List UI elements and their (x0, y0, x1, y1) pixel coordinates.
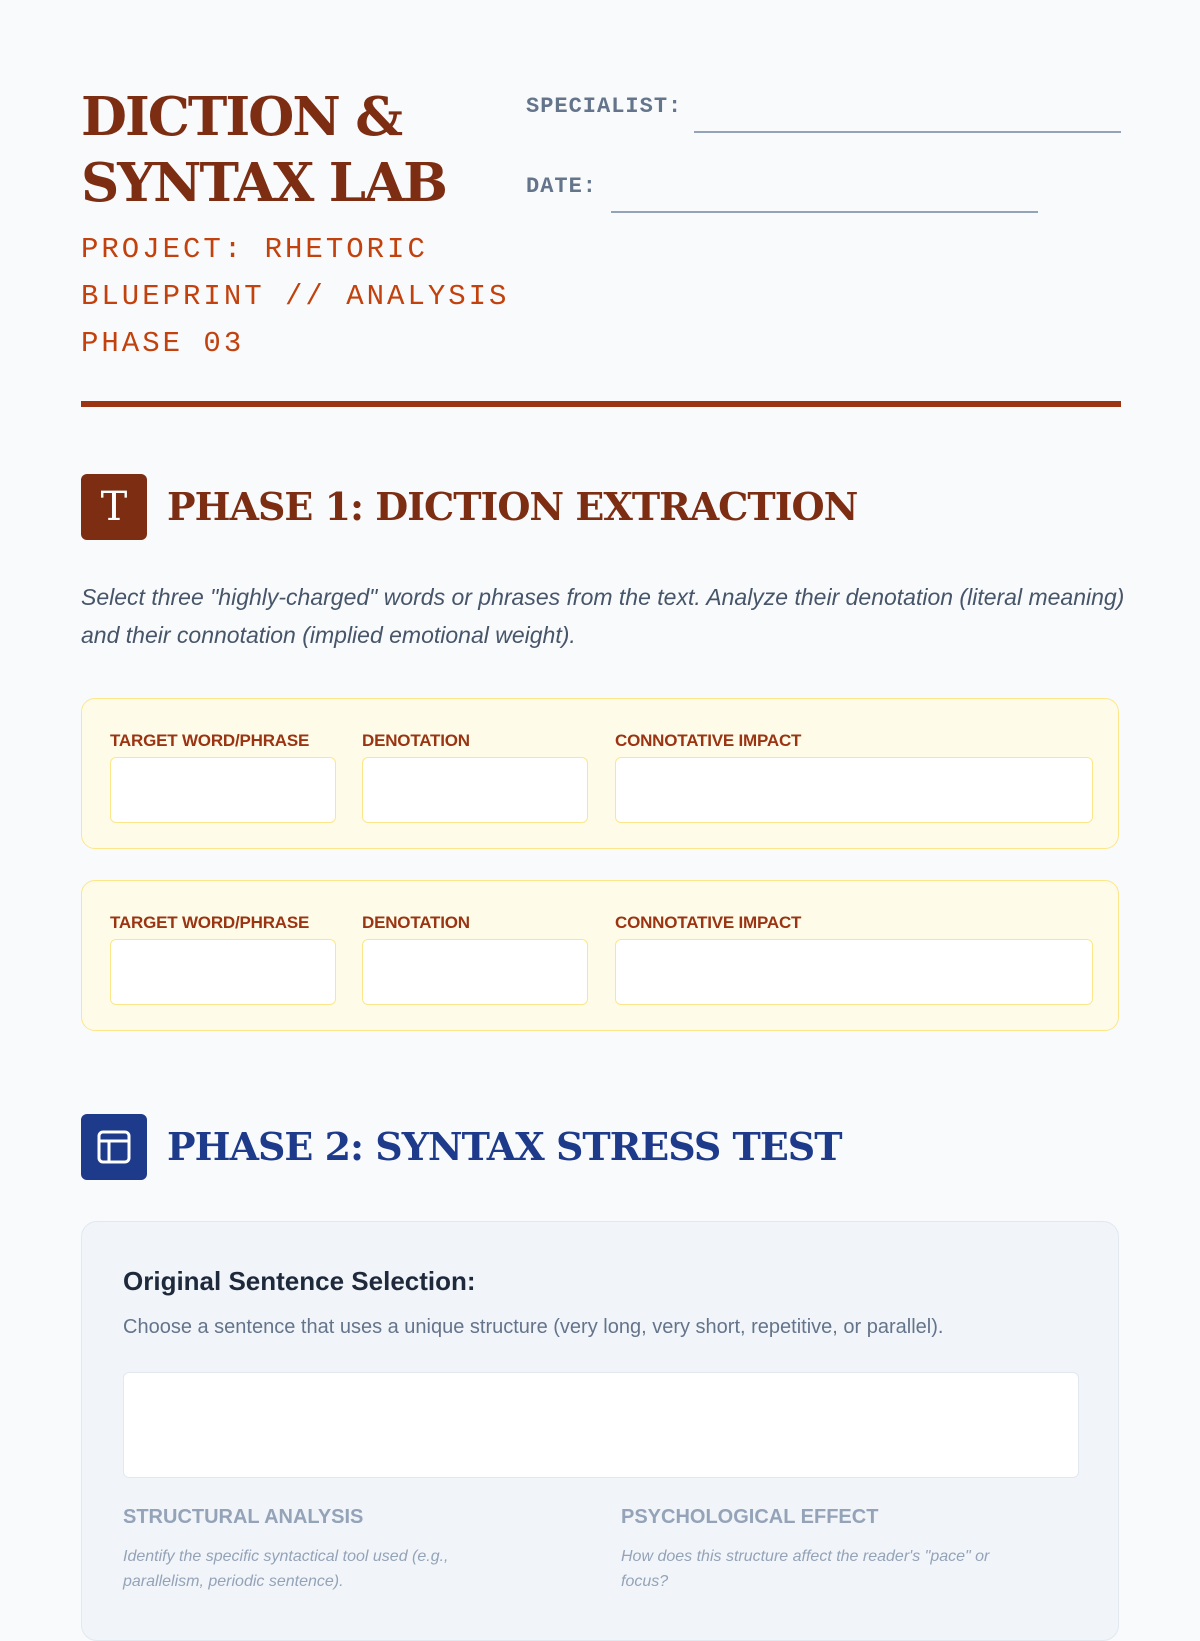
syntax-panel (81, 1221, 1119, 1641)
target-word-input[interactable] (110, 939, 336, 1005)
psychological-effect-label: PSYCHOLOGICAL EFFECT (621, 1506, 879, 1528)
phase2-title: PHASE 2: SYNTAX STRESS TEST (167, 1124, 842, 1169)
specialist-field[interactable] (694, 131, 1121, 133)
connotative-impact-input[interactable] (615, 939, 1093, 1005)
target-word-label: TARGET WORD/PHRASE (110, 913, 310, 932)
date-label: DATE: (526, 174, 598, 199)
original-sentence-instructions: Choose a sentence that uses a unique structure (very long, very short, repetitive, or parallel). (123, 1316, 944, 1338)
connotative-impact-input[interactable] (615, 757, 1093, 823)
original-sentence-input[interactable] (123, 1372, 1079, 1478)
denotation-label: DENOTATION (362, 731, 470, 750)
text-icon: T (81, 474, 147, 540)
target-word-label: TARGET WORD/PHRASE (110, 731, 310, 750)
denotation-input[interactable] (362, 939, 588, 1005)
page-title: DICTION & SYNTAX LAB (81, 86, 446, 214)
header-divider (81, 401, 1121, 407)
diction-card (81, 698, 1119, 849)
layout-icon (81, 1114, 147, 1180)
denotation-input[interactable] (362, 757, 588, 823)
project-subtitle: PROJECT: RHETORIC BLUEPRINT // ANALYSIS PHASE 03 (81, 233, 510, 360)
target-word-input[interactable] (110, 757, 336, 823)
structural-analysis-label: STRUCTURAL ANALYSIS (123, 1506, 364, 1528)
layout-glyph (96, 1129, 132, 1165)
psychological-effect-hint: How does this structure affect the reader's "pace" or focus? (621, 1548, 990, 1590)
connotative-impact-label: CONNOTATIVE IMPACT (615, 913, 802, 932)
date-field[interactable] (611, 211, 1038, 213)
diction-card (81, 880, 1119, 1031)
connotative-impact-label: CONNOTATIVE IMPACT (615, 731, 802, 750)
phase1-instructions: Select three "highly-charged" words or phrases from the text. Analyze their denotation (literal meaning) and their connotation (implied emotional weight). (81, 584, 1125, 648)
phase1-title: PHASE 1: DICTION EXTRACTION (167, 484, 858, 529)
specialist-label: SPECIALIST: (526, 94, 683, 119)
denotation-label: DENOTATION (362, 913, 470, 932)
original-sentence-heading: Original Sentence Selection: (123, 1266, 476, 1296)
structural-analysis-hint: Identify the specific syntactical tool used (e.g., parallelism, periodic sentence). (123, 1548, 449, 1590)
